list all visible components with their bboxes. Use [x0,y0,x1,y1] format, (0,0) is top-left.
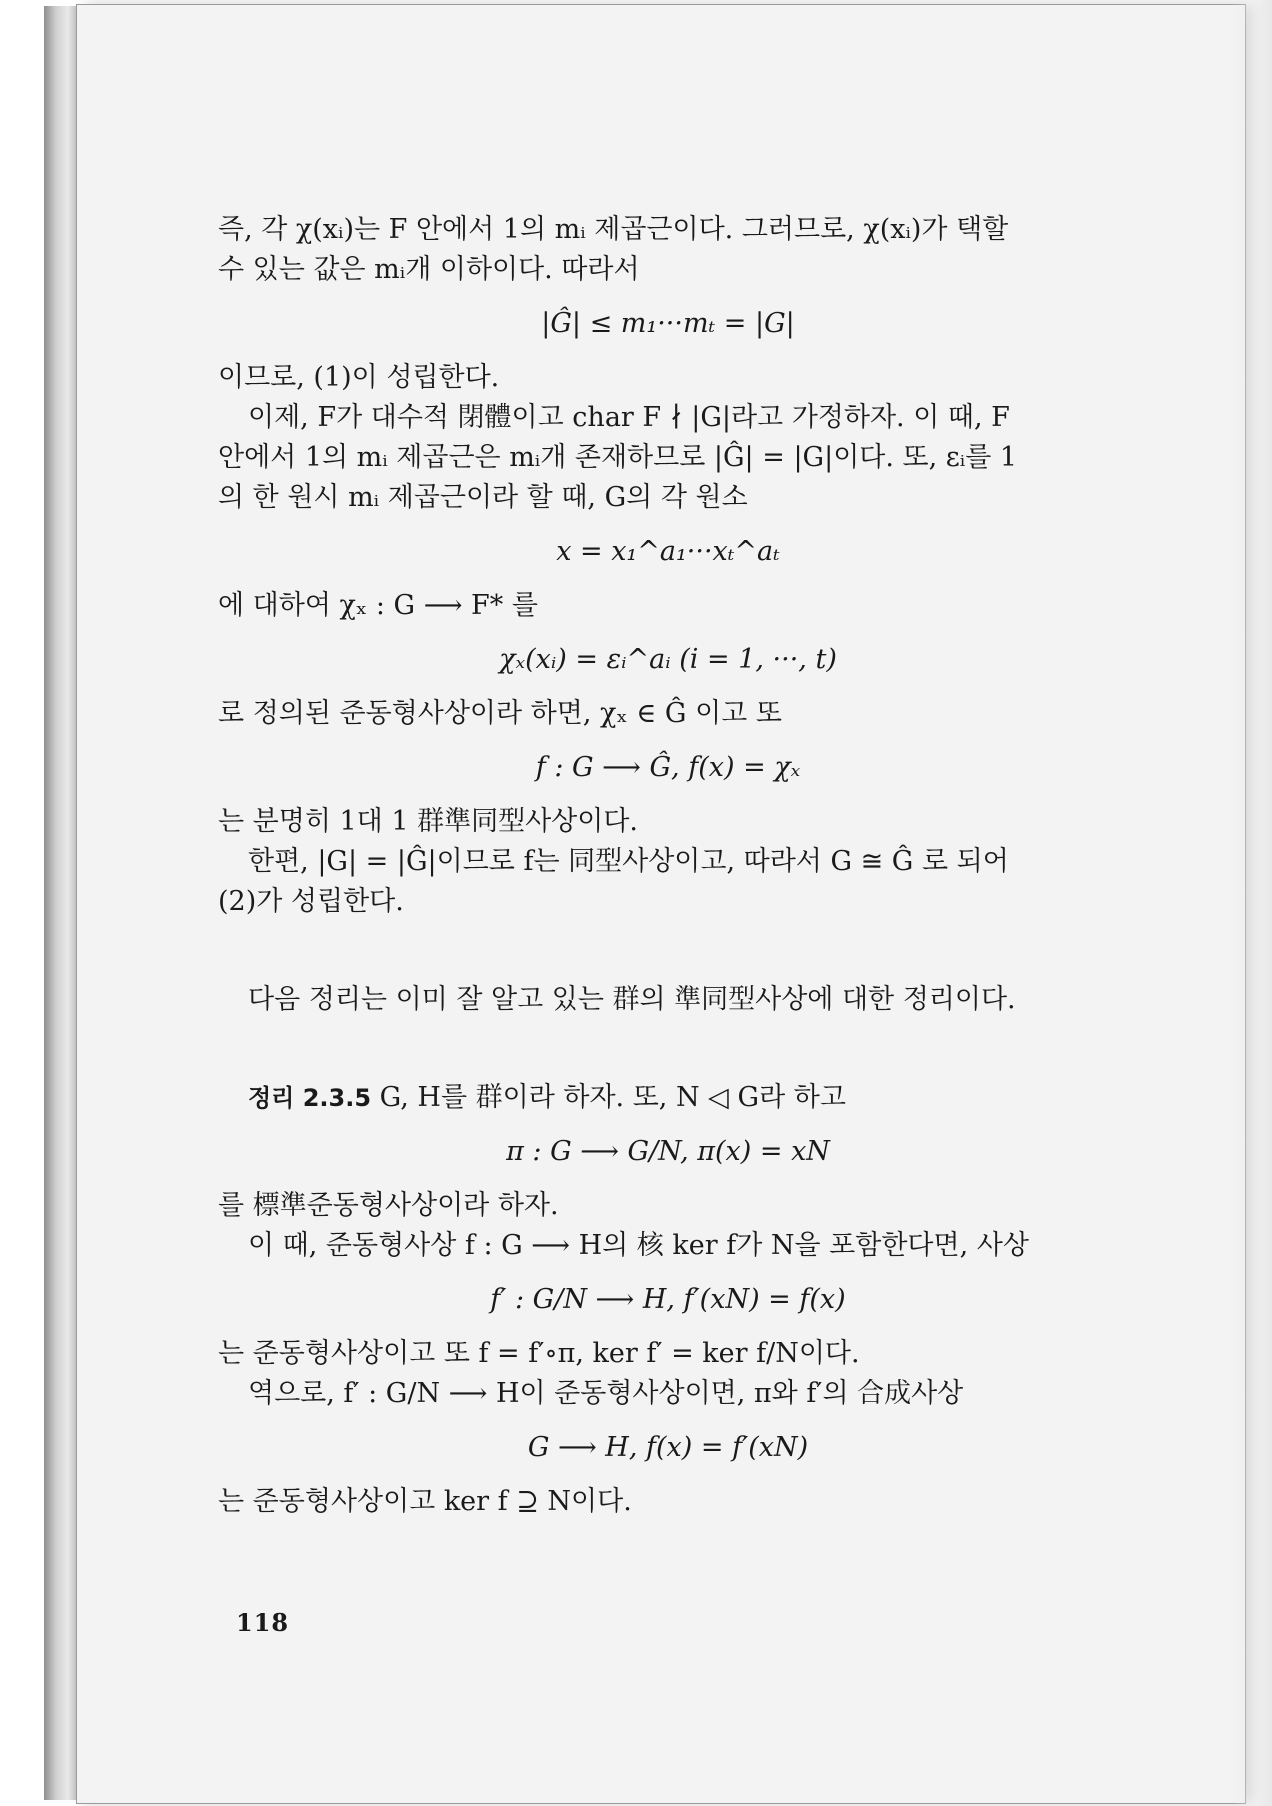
equation: f′ : G/N ⟶ H, f′(xN) = f(x) [490,1284,846,1315]
equation: x = x₁^a₁···xₜ^aₜ [556,536,780,567]
theorem-text: G, H를 群이라 하자. 또, N ◁ G라 하고 [371,1082,846,1113]
text-line: 이제, F가 대수적 閉體이고 char F ∤ |G|라고 가정하자. 이 때, F [248,402,1010,433]
text-line: 즉, 각 χ(xᵢ)는 F 안에서 1의 mᵢ 제곱근이다. 그러므로, χ(xᵢ)가 택할 [218,214,1009,245]
text-line: 한편, |G| = |Ĝ|이므로 f는 同型사상이고, 따라서 G ≅ Ĝ 로 되어 [248,846,1009,877]
text-line: 역으로, f′ : G/N ⟶ H이 준동형사상이면, π와 f′의 合成사상 [248,1378,964,1409]
text-line: 는 분명히 1대 1 群準同型사상이다. [218,806,639,837]
equation: G ⟶ H, f(x) = f′(xN) [527,1432,809,1463]
text-line: 의 한 원시 mᵢ 제곱근이라 할 때, G의 각 원소 [218,482,748,513]
page-number: 118 [236,1608,290,1637]
equation: χₓ(xᵢ) = εᵢ^aᵢ (i = 1, ···, t) [499,644,837,675]
text-line: 로 정의된 준동형사상이라 하면, χₓ ∈ Ĝ 이고 또 [218,698,782,729]
text-line: 이 때, 준동형사상 f : G ⟶ H의 核 ker f가 N을 포함한다면, 사상 [248,1230,1029,1261]
theorem-statement [218,1078,1118,1118]
equation: π : G ⟶ G/N, π(x) = xN [506,1136,830,1167]
page-body [218,210,1118,1522]
text-line: 는 준동형사상이고 ker f ⊇ N이다. [218,1486,632,1517]
text-line: 다음 정리는 이미 잘 알고 있는 群의 準同型사상에 대한 정리이다. [248,984,1016,1015]
text-line: 이므로, (1)이 성립한다. [218,362,500,393]
text-line: 수 있는 값은 mᵢ개 이하이다. 따라서 [218,254,640,285]
text-line: (2)가 성립한다. [218,886,404,917]
equation: f : G ⟶ Ĝ, f(x) = χₓ [535,752,801,783]
book-edge [44,6,78,1800]
text-line: 안에서 1의 mᵢ 제곱근은 mᵢ개 존재하므로 |Ĝ| = |G|이다. 또, εᵢ를 1 [218,442,1018,473]
text-line: 는 준동형사상이고 또 f = f′∘π, ker f′ = ker f/N이다. [218,1338,860,1369]
page-shadow [1232,0,1272,1806]
theorem-label: 정리 2.3.5 [248,1084,372,1112]
text-line: 에 대하여 χₓ : G ⟶ F* 를 [218,590,538,621]
equation: |Ĝ| ≤ m₁···mₜ = |G| [541,308,795,339]
text-line: 를 標準준동형사상이라 하자. [218,1190,559,1221]
